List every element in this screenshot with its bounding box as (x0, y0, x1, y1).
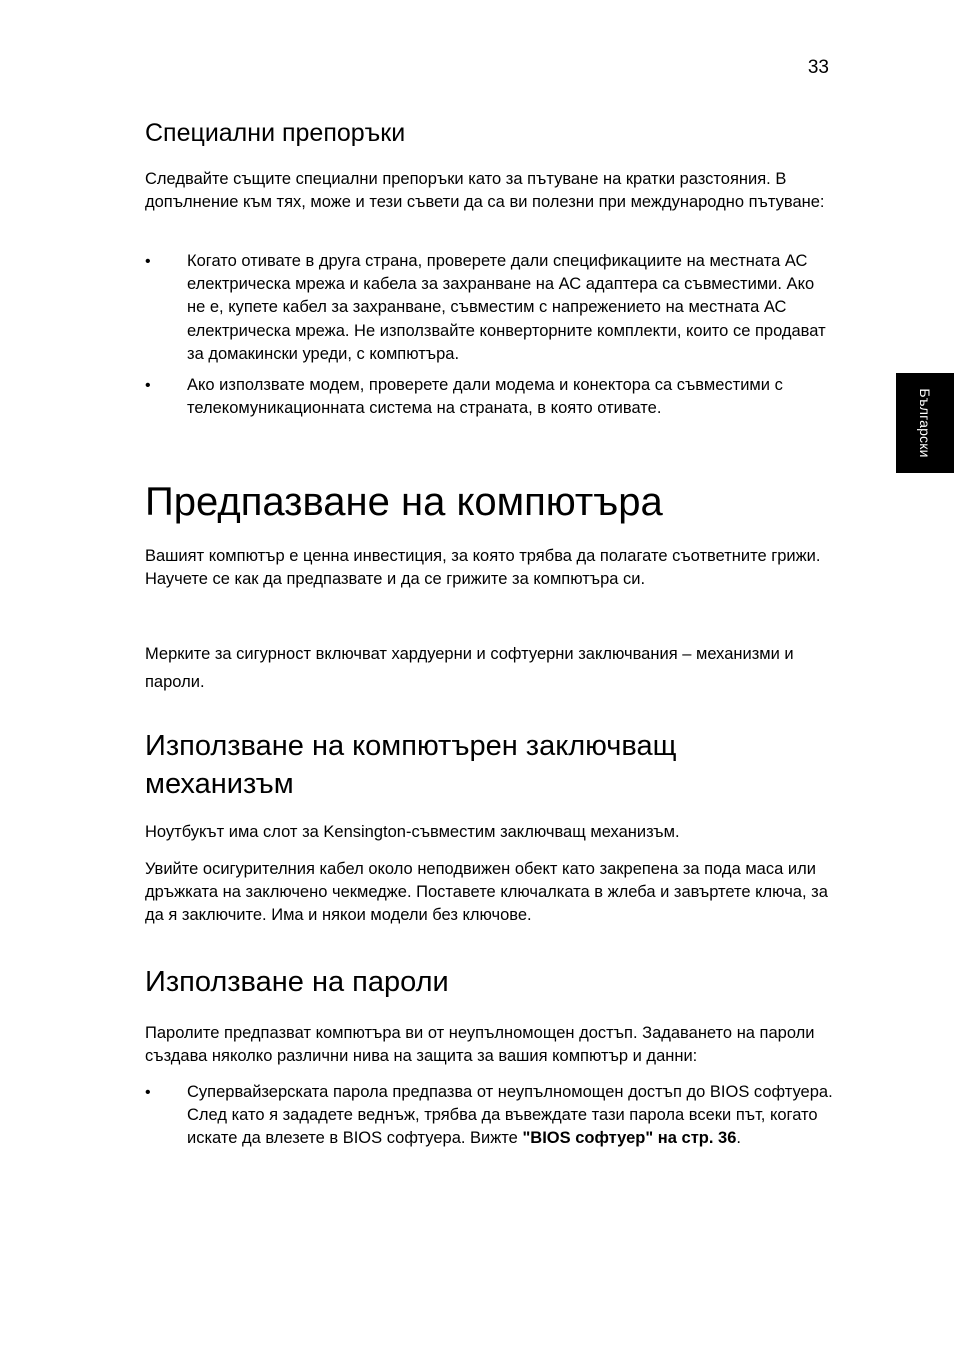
language-side-tab-label: Български (917, 388, 933, 458)
passwords-intro: Паролите предпазват компютъра ви от неупълномощен достъп. Задаването на пароли създава няколко различни нива на защита за вашия компютър и данни: (145, 1024, 815, 1066)
list-item (145, 1081, 835, 1151)
page-number: 33 (807, 57, 829, 78)
special-recommendations-list (145, 250, 835, 420)
lock-heading: Използване на компютърен заключващ механизъм (145, 730, 677, 800)
bullet-icon: • (145, 253, 151, 270)
passwords-list (145, 1081, 835, 1151)
list-item-end: . (736, 1129, 741, 1148)
list-item (145, 250, 835, 366)
special-recommendations-heading: Специални препоръки (145, 119, 406, 147)
protect-computer-heading: Предпазване на компютъра (145, 480, 663, 524)
list-item (145, 374, 835, 420)
bullet-icon: • (145, 1084, 151, 1101)
list-item-text: Ако използвате модем, проверете дали модема и конектора са съвместими с телекомуникационната система на страната, в която отивате. (187, 376, 783, 418)
special-recommendations-intro: Следвайте същите специални препоръки като за пътуване на кратки разстояния. В допълнение към тях, може и тези съвети да са ви полезни при международно пътуване: (145, 170, 825, 212)
lock-para-2: Увийте осигурителния кабел около неподвижен обект като закрепена за пода маса или дръжката на заключено чекмедже. Поставете ключалката в жлеба и завъртете ключа, за да я заключите. Има и някои модели без ключове. (145, 860, 828, 925)
list-item-text: Когато отивате в друга страна, проверете дали спецификациите на местната АС електрическа мрежа и кабела за захранване на АС адаптера са съвместими. Ако не е, купете кабел за захранване, съвместим с напрежението на местната АС електрическа мрежа. Не използвайте конверторните комплекти, които се продават за домакински уреди, с компютъра. (187, 252, 826, 363)
lock-para-1: Ноутбукът има слот за Kensington-съвместим заключващ механизъм. (145, 823, 680, 841)
protect-computer-para-2: Мерките за сигурност включват хардуерни и софтуерни заключвания – механизми и пароли. (145, 645, 794, 691)
bullet-icon: • (145, 377, 151, 395)
list-item-text: Супервайзерската парола предпазва от неупълномощен достъп до BIOS софтуера. След като я зададете веднъж, трябва да въвеждате тази парола всеки път, когато искате да влезете в BIOS софтуера. Вижте (187, 1083, 833, 1148)
language-side-tab (896, 373, 954, 473)
passwords-heading: Използване на пароли (145, 966, 449, 998)
bios-software-link[interactable]: "BIOS софтуер" на стр. 36 (522, 1129, 737, 1148)
protect-computer-para-1: Вашият компютър е ценна инвестиция, за която трябва да полагате съответните грижи. Научете се как да предпазвате и да се грижите за компютъра си. (145, 547, 821, 589)
